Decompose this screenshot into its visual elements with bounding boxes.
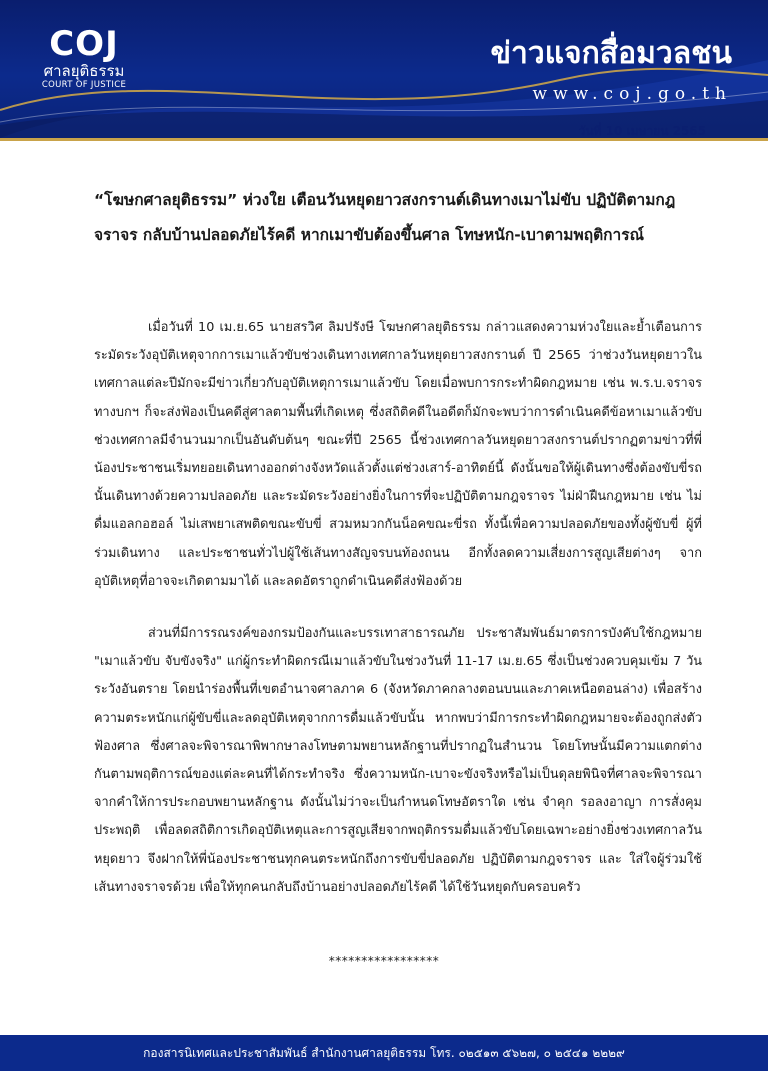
article-headline: “โฆษกศาลยุติธรรม” ห่วงใย เตือนวันหยุดยาวสงกรานต์เดินทางเมาไม่ขับ ปฏิบัติตามกฎจราจร กลับบ้านปลอดภัยไร้คดี หากเมาขับต้องขึ้นศาล โทษหนัก-เบาตามพฤติการณ์ (94, 191, 676, 244)
website-url: www.coj.go.th (532, 84, 732, 104)
coj-logo (34, 26, 134, 102)
article-paragraph-1: เมื่อวันที่ 10 เม.ย.65 นายสรวิศ ลิมปรังษี โฆษกศาลยุติธรรม กล่าวแสดงความห่วงใยและย้ำเตือนการระมัดระวังอุบัติเหตุจากการเมาแล้วขับช่วงเดินทางเทศกาลวันหยุดยาวสงกรานต์ ปี 2565 ว่าช่วงวันหยุดยาวในเทศกาลแต่ละปีมักจะมีข่าวเกี่ยวกับอุบัติเหตุการเมาแล้วขับ โดยเมื่อพบการกระทำผิดกฎหมาย เช่น พ.ร.บ.จราจรทางบกฯ ก็จะส่งฟ้องเป็นคดีสู่ศาลตามพื้นที่เกิดเหตุ ซึ่งสถิติคดีในอดีตก็มักจะพบว่าการดำเนินคดีข้อหาเมาแล้วขับช่วงเทศกาลมีจำนวนมากเป็นอันดับต้นๆ ขณะที่ปี 2565 นี้ช่วงเทศกาลวันหยุดยาวสงกรานต์ปรากฏตามข่าวที่พี่น้องประชาชนเริ่มทยอยเดินทางออกต่างจังหวัดแล้วตั้งแต่ช่วงเสาร์-อาทิตย์นี้ ดังนั้นขอให้ผู้เดินทางซึ่งต้องขับขี่รถนั้นเดินทางด้วยความปลอดภัย และระมัดระวังอย่างยิ่งในการที่จะปฏิบัติตามกฎจราจร ไม่ฝ่าฝืนกฎหมาย เช่น ไม่ดื่มแอลกอฮอล์ ไม่เสพยาเสพติดขณะขับขี่ สวมหมวกกันน็อคขณะขี่รถ ทั้งนี้เพื่อความปลอดภัยของทั้งผู้ขับขี่ ผู้ที่ร่วมเดินทาง และประชาชนทั่วไปผู้ใช้เส้นทางสัญจรบนท้องถนน อีกทั้งลดความเสี่ยงการสูญเสียต่างๆ จากอุบัติเหตุที่อาจจะเกิดตามมาได้ และลดอัตราถูกดำเนินคดีส่งฟ้องด้วย (94, 320, 702, 589)
article-paragraph-2: ส่วนที่มีการรณรงค์ของกรมป้องกันและบรรเทาสาธารณภัย ประชาสัมพันธ์มาตรการบังคับใช้กฎหมาย "เมาแล้วขับ จับขังจริง" แก่ผู้กระทำผิดกรณีเมาแล้วขับในช่วงวันที่ 11-17 เม.ย.65 ซึ่งเป็นช่วงควบคุมเข้ม 7 วันระวังอันตราย โดยนำร่องพื้นที่เขตอำนาจศาลภาค 6 (จังหวัดภาคกลางตอนบนและภาคเหนือตอนล่าง) เพื่อสร้างความตระหนักแก่ผู้ขับขี่และลดอุบัติเหตุจากการดื่มแล้วขับนั้น หากพบว่ามีการกระทำผิดกฎหมายจะต้องถูกส่งตัวฟ้องศาล ซึ่งศาลจะพิจารณาพิพากษาลงโทษตามพยานหลักฐานที่ปรากฏในสำนวน โดยโทษนั้นมีความแตกต่างกันตามพฤติการณ์ของแต่ละคนที่ได้กระทำจริง ซึ่งความหนัก-เบาจะขังจริงหรือไม่เป็นดุลยพินิจที่ศาลจะพิจารณาจากคำให้การประกอบพยานหลักฐาน ดังนั้นไม่ว่าจะเป็นกำหนดโทษอัตราใด เช่น จำคุก รอลงอาญา การสั่งคุมประพฤติ เพื่อลดสถิติการเกิดอุบัติเหตุและการสูญเสียจากพฤติกรรมดื่มแล้วขับโดยเฉพาะอย่างยิ่งช่วงเทศกาลวันหยุดยาว จึงฝากให้พี่น้องประชาชนทุกคนตระหนักถึงการขับขี่ปลอดภัย ปฏิบัติตามกฎจราจร และ ใส่ใจผู้ร่วมใช้เส้นทางจราจรด้วย เพื่อให้ทุกคนกลับถึงบ้านอย่างปลอดภัยไร้คดี ได้ใช้วันหยุดกับครอบครัว (94, 626, 702, 895)
logo-english-name: COURT OF JUSTICE (41, 80, 127, 90)
logo-thai-name: ศาลยุติธรรม (43, 62, 125, 80)
press-release-title: ข่าวแจกสื่อมวลชน (490, 36, 732, 71)
footer-contact: กองสารนิเทศและประชาสัมพันธ์ สำนักงานศาลยุติธรรม โทร. ๐๒๕๑๓ ๕๖๒๗, ๐ ๒๕๔๑ ๒๒๒๙ (0, 1035, 768, 1071)
release-date: วันที่ 10 เมษายน 2565 (578, 124, 706, 138)
header-banner (0, 0, 768, 138)
logo-mark: COJ (49, 24, 119, 64)
end-separator: ***************** (328, 954, 440, 968)
